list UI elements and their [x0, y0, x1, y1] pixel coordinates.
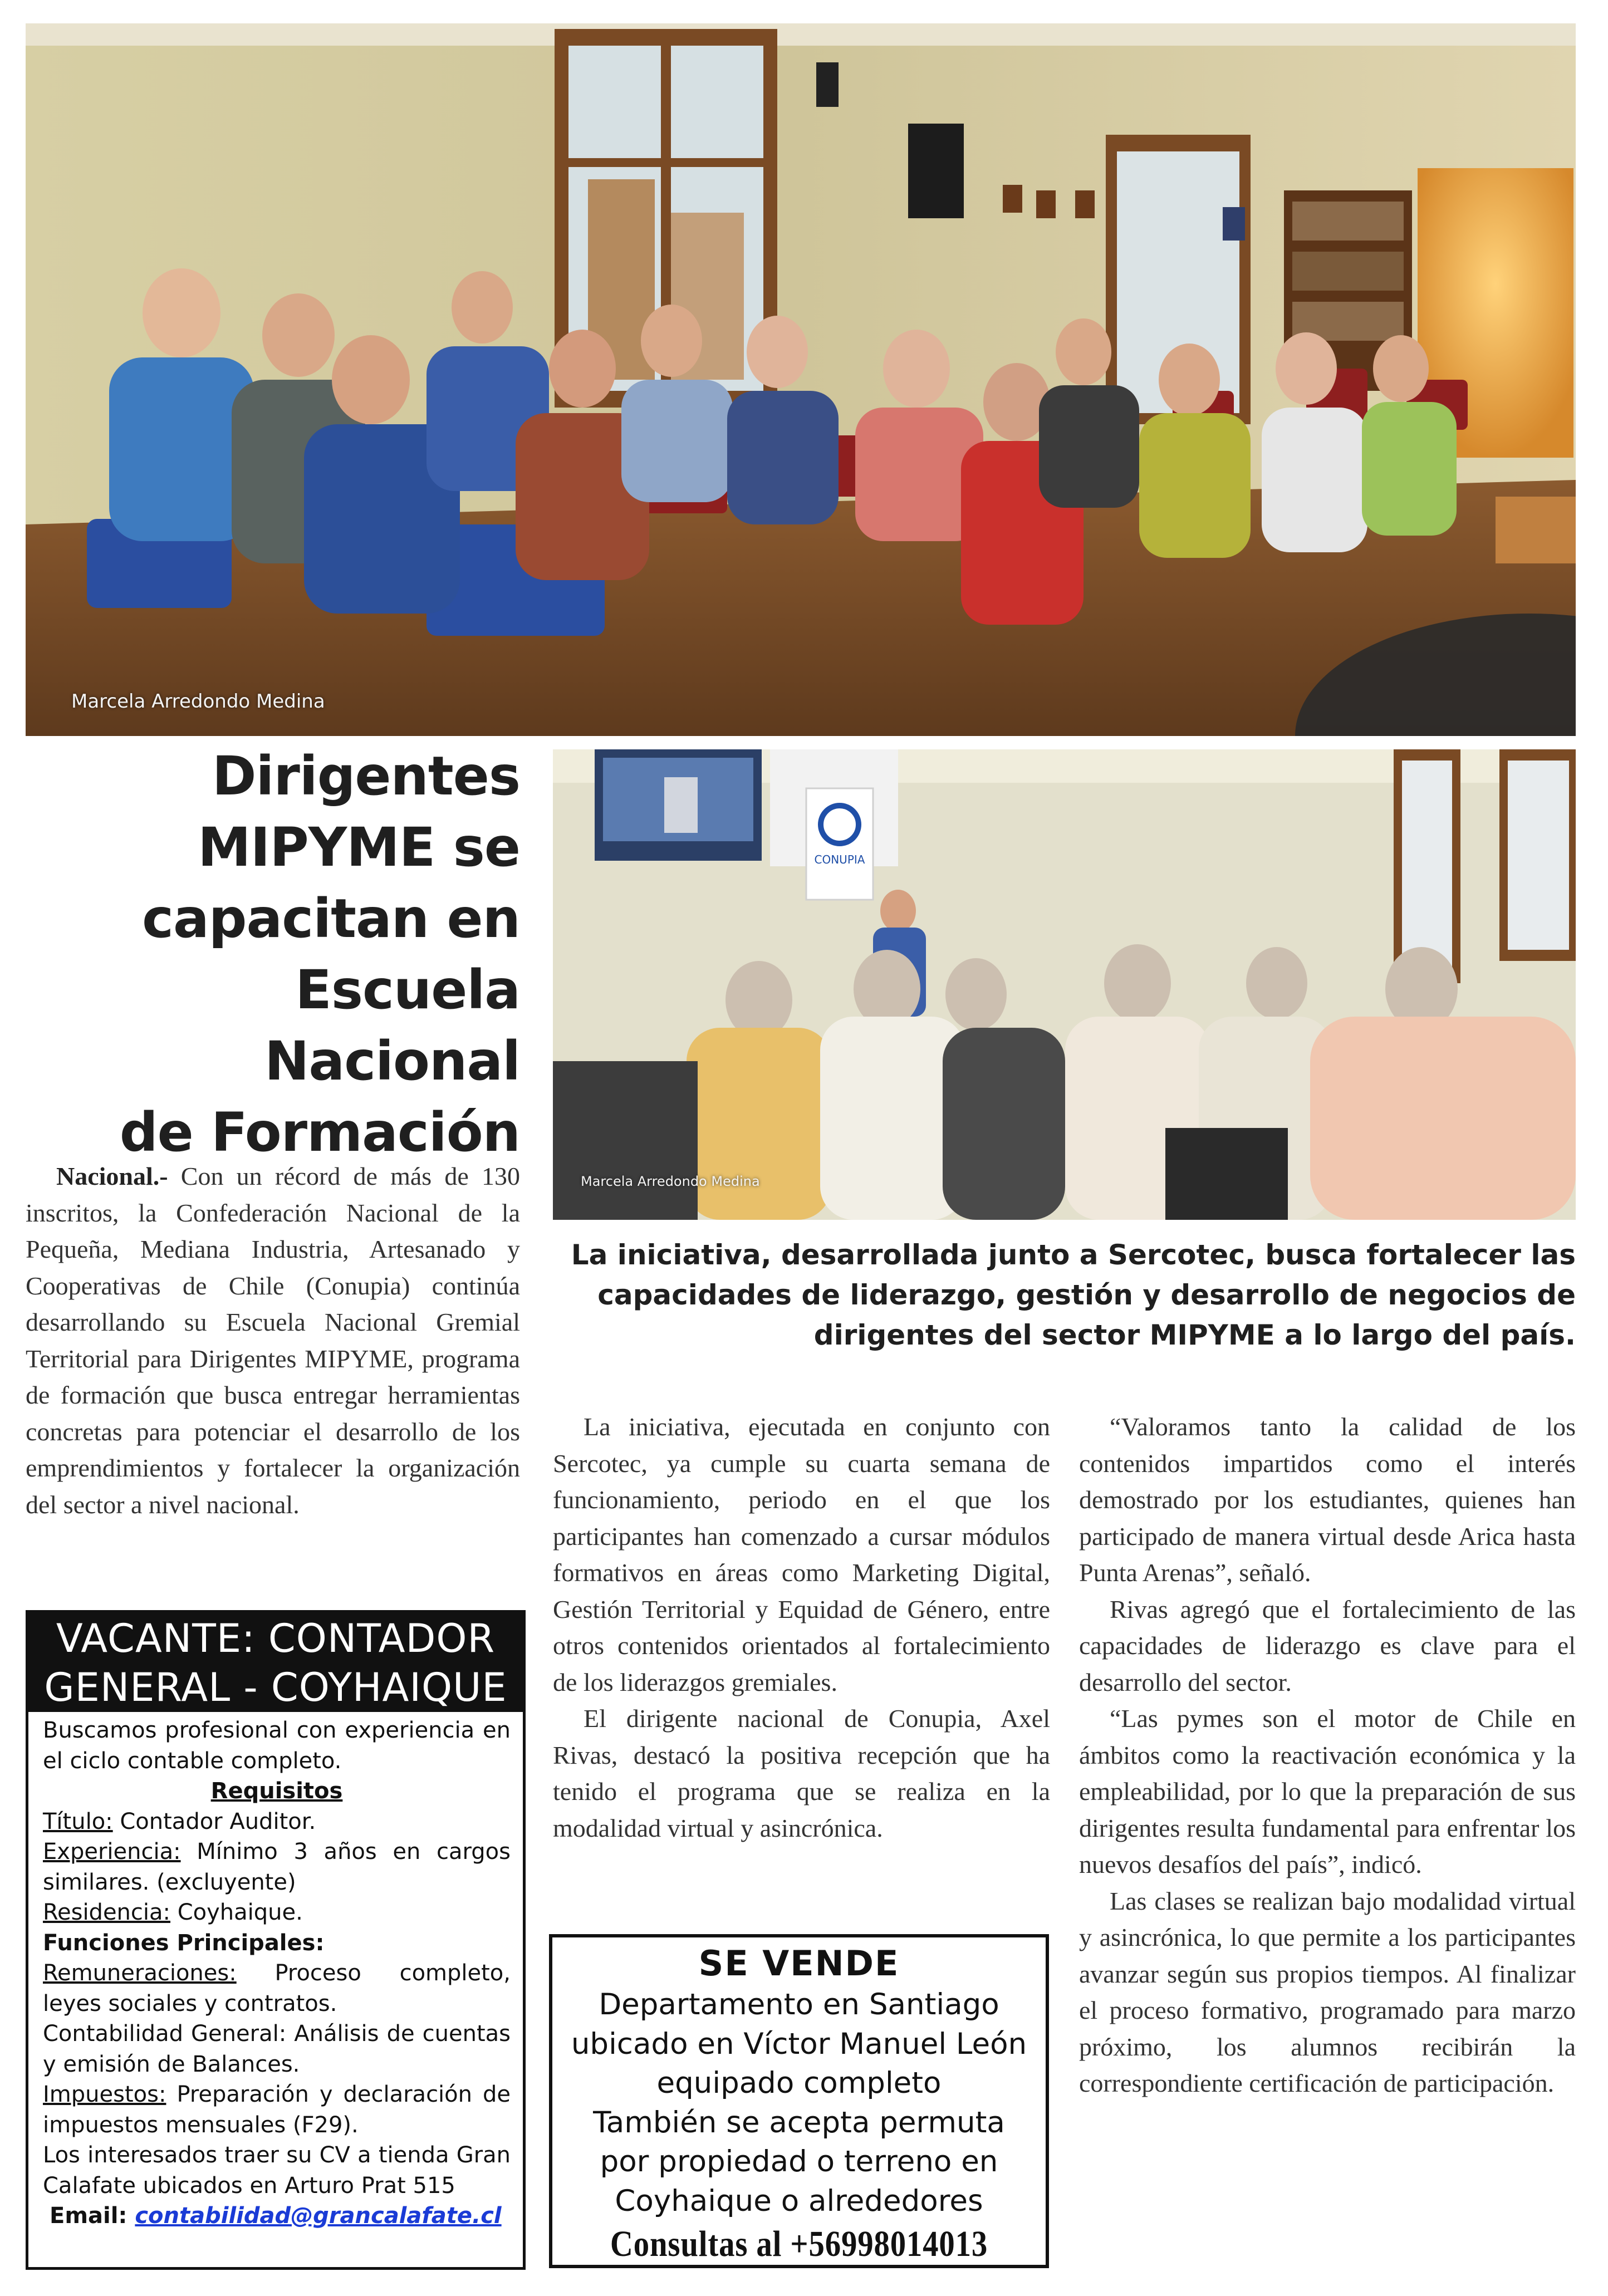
article-deck: La iniciativa, desarrollada junto a Sercotec, busca fortalecer las capacidades de liderazgo, gestión y desarrollo de negocios de dirigentes del sector MIPYME a lo largo del país. [571, 1239, 1576, 1351]
intro-paragraph [26, 1158, 520, 1523]
sale-line-6: Coyhaique o alrededores [615, 2184, 983, 2218]
headline-line-2: MIPYME se [198, 816, 520, 879]
vacancy-residencia-value: Coyhaique. [170, 1900, 303, 1925]
middle-photo-presentation [553, 749, 1576, 1220]
article-column-middle [553, 1409, 1050, 1846]
vacancy-remuneraciones [43, 1958, 511, 2019]
vacancy-intro: Buscamos profesional con experiencia en el ciclo contable completo. [43, 1718, 511, 1774]
vacancy-impuestos [43, 2079, 511, 2140]
vacancy-header [28, 1613, 523, 1712]
vacancy-titulo-value: Contador Auditor. [112, 1808, 316, 1834]
vacancy-requirements-heading: Requisitos [210, 1778, 343, 1804]
vacancy-titulo-label: Título: [43, 1808, 113, 1834]
sale-line-2: ubicado en Víctor Manuel León [571, 2027, 1027, 2061]
vacancy-remuneraciones-label: Remuneraciones: [43, 1960, 237, 1986]
vacancy-experiencia [43, 1837, 511, 1897]
vacancy-remuneraciones-value: Proceso completo, leyes sociales y contratos. [43, 1960, 511, 2017]
sale-line-3: equipado completo [656, 2066, 942, 2100]
vacancy-email-label: Email: [50, 2203, 135, 2229]
classroom-photo-illustration [26, 23, 1576, 736]
headline-line-3: capacitan en [142, 887, 520, 950]
vacancy-titulo [43, 1807, 511, 1837]
vacancy-email-link[interactable]: contabilidad@grancalafate.cl [135, 2203, 502, 2229]
middle-photo-credit: Marcela Arredondo Medina [581, 1174, 760, 1189]
vacancy-impuestos-label: Impuestos: [43, 2082, 166, 2107]
column-middle-paragraph-1: La iniciativa, ejecutada en conjunto con Sercotec, ya cumple su cuarta semana de funcionamiento, periodo en el que los participantes han comenzado a cursar módulos formativos en áreas como Marketing Digital, Gestión Territorial y Equidad de Género, entre otros contenidos orientados al fortalecimiento de los liderazgos gremiales. [553, 1412, 1050, 1696]
presentation-photo-illustration [553, 749, 1576, 1220]
vacancy-functions-heading: Funciones Principales: [43, 1930, 325, 1956]
vacancy-contabilidad: Contabilidad General: Análisis de cuentas y emisión de Balances. [43, 2021, 511, 2077]
top-photo-credit: Marcela Arredondo Medina [71, 690, 325, 713]
vacancy-title-line-2: GENERAL - COYHAIQUE [44, 1665, 507, 1710]
headline-line-1: Dirigentes [212, 745, 520, 807]
column-right-paragraph-4: Las clases se realizan bajo modalidad virtual y asincrónica, lo que permite a los participantes avanzar según sus propios tiempos. Al finalizar el proceso formativo, programado para marzo próximo, los alumnos recibirán la correspondiente certificación de participación. [1079, 1886, 1576, 2097]
sale-line-1: Departamento en Santiago [599, 1988, 999, 2022]
column-right-paragraph-1: “Valoramos tanto la calidad de los contenidos impartidos como el interés demostrado por los estudiantes, quienes han participado de manera virtual desde Arica hasta Punta Arenas”, señaló. [1079, 1412, 1576, 1587]
vacancy-residencia [43, 1897, 511, 1928]
article-intro [26, 1158, 520, 1523]
column-middle-paragraph-2: El dirigente nacional de Conupia, Axel Rivas, destacó la positiva recepción que ha tenido el programa que se realiza en la modalidad virtual y asincrónica. [553, 1704, 1050, 1842]
vacancy-experiencia-label: Experiencia: [43, 1839, 181, 1865]
sale-ad [549, 1934, 1049, 2268]
article-column-right [1079, 1409, 1576, 2102]
vacancy-impuestos-value: Preparación y declaración de impuestos mensuales (F29). [43, 2082, 511, 2138]
headline-line-4: Escuela Nacional [264, 959, 520, 1092]
banner-logo-text: CONUPIA [814, 853, 865, 866]
intro-text: Con un récord de más de 130 inscritos, la Confederación Nacional de la Pequeña, Mediana Industria, Artesanado y Cooperativas de Chile (Conupia) continúa desarrollando su Escuela Nacional Gremial Territorial para Dirigentes MIPYME, programa de formación que busca entregar herramientas concretas para potenciar el desarrollo de los emprendimientos y fortalecer la organización del sector a nivel nacional. [26, 1162, 520, 1519]
sale-title: SE VENDE [698, 1943, 900, 1984]
column-right-paragraph-2: Rivas agregó que el fortalecimiento de las capacidades de liderazgo es clave para el desarrollo del sector. [1079, 1595, 1576, 1696]
vacancy-email-line [43, 2201, 511, 2231]
vacancy-cv-instructions: Los interesados traer su CV a tienda Gran Calafate ubicados en Arturo Prat 515 [43, 2142, 511, 2199]
sale-contact-phone[interactable]: Consultas al +56998014013 [610, 2224, 988, 2264]
vacancy-body [28, 1712, 523, 2231]
vacancy-title-line-1: VACANTE: CONTADOR [56, 1616, 496, 1661]
top-photo-classroom [26, 23, 1576, 736]
article-headline [26, 740, 520, 1168]
intro-dateline: Nacional.- [56, 1162, 168, 1190]
vacancy-experiencia-value: Mínimo 3 años en cargos similares. (excluyente) [43, 1839, 511, 1895]
vacancy-ad [26, 1610, 526, 2270]
vacancy-residencia-label: Residencia: [43, 1900, 171, 1925]
column-right-paragraph-3: “Las pymes son el motor de Chile en ámbitos como la reactivación económica y la empleabilidad, por lo que la preparación de sus dirigentes resulta fundamental para enfrentar los nuevos desafíos del país”, indicó. [1079, 1704, 1576, 1878]
headline-line-5: de Formación [119, 1101, 520, 1164]
sale-line-5: por propiedad o terreno en [600, 2145, 998, 2179]
sale-line-4: También se acepta permuta [593, 2105, 1005, 2140]
